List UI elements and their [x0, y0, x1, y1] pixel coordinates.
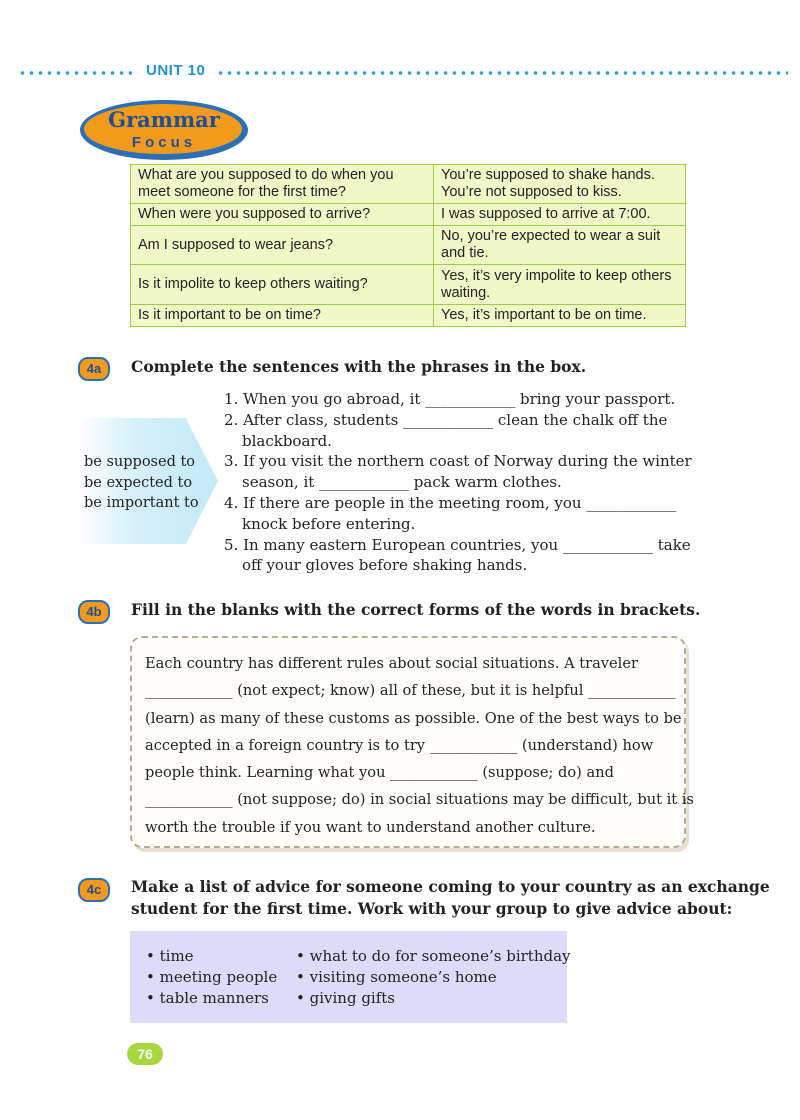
- unit-header: [18, 62, 788, 82]
- table-cell-question: Is it impolite to keep others waiting?: [131, 265, 434, 305]
- grammar-focus-subtitle: Focus: [131, 134, 197, 151]
- list-item: • table manners: [146, 988, 269, 1007]
- table-cell-question: Is it important to be on time?: [131, 305, 434, 327]
- phrase-list: [84, 452, 199, 514]
- sentence-line: 1. When you go abroad, it ____________ bring your passport.: [224, 390, 676, 408]
- list-item: • what to do for someone’s birthday: [296, 947, 571, 965]
- exercise-4a-sentences: [224, 389, 694, 576]
- passage-text: [145, 650, 694, 841]
- grammar-focus-badge: [80, 100, 248, 160]
- header-dots-right: [216, 71, 788, 75]
- exercise-4a-badge: 4a: [78, 357, 110, 381]
- exercise-4c-badge: 4c: [78, 878, 110, 902]
- passage-line: ____________ (not expect; know) all of these, but it is helpful ____________: [145, 682, 676, 700]
- advice-list-right: [296, 946, 571, 1008]
- table-cell-question: Am I supposed to wear jeans?: [131, 226, 434, 265]
- table-cell-answer: Yes, it’s important to be on time.: [434, 305, 686, 327]
- exercise-4a-instruction: Complete the sentences with the phrases in the box.: [131, 357, 587, 376]
- passage-line: ____________ (not suppose; do) in social situations may be difficult, but it is: [145, 791, 694, 809]
- passage-line: worth the trouble if you want to understand another culture.: [145, 818, 596, 836]
- passage-line: Each country has different rules about social situations. A traveler: [145, 655, 638, 672]
- sentence-line: 3. If you visit the northern coast of Norway during the winter: [224, 452, 692, 471]
- table-cell-question: When were you supposed to arrive?: [131, 204, 434, 226]
- list-item: • time: [146, 947, 194, 965]
- table-row: [131, 165, 686, 204]
- passage-line: people think. Learning what you ____________ (suppose; do) and: [145, 764, 614, 782]
- table-cell-answer: I was supposed to arrive at 7:00.: [434, 204, 686, 226]
- passage-line: (learn) as many of these customs as possible. One of the best ways to be: [145, 709, 682, 727]
- passage-line: accepted in a foreign country is to try ____________ (understand) how: [145, 736, 654, 754]
- phrase-item: be supposed to: [84, 454, 196, 470]
- sentence-line: knock before entering.: [242, 514, 416, 533]
- sentence-line: season, it ____________ pack warm clothes.: [242, 473, 562, 492]
- exercise-4c-instruction: Make a list of advice for someone coming to your country as an exchange student for the first time. Work with your group to give advice about:: [131, 877, 770, 918]
- sentence-line: 5. In many eastern European countries, you ____________ take: [224, 535, 691, 554]
- grammar-table: [130, 164, 686, 327]
- exercise-4b-instruction: Fill in the blanks with the correct forms of the words in brackets.: [131, 600, 701, 619]
- table-row: [131, 226, 686, 265]
- table-row: [131, 265, 686, 305]
- table-cell-answer: You’re supposed to shake hands. You’re not supposed to kiss.: [434, 165, 686, 204]
- sentence-line: 4. If there are people in the meeting room, you ____________: [224, 493, 677, 512]
- phrase-item: be important to: [84, 495, 199, 511]
- table-row: [131, 305, 686, 327]
- phrase-item: be expected to: [84, 474, 193, 491]
- table-row: [131, 204, 686, 226]
- list-item: • visiting someone’s home: [296, 967, 497, 986]
- list-item: • giving gifts: [296, 988, 395, 1007]
- page-number: 76: [127, 1043, 163, 1065]
- sentence-line: off your gloves before shaking hands.: [242, 556, 528, 575]
- exercise-4b-badge: 4b: [78, 600, 110, 624]
- table-cell-answer: Yes, it’s very impolite to keep others waiting.: [434, 265, 686, 305]
- list-item: • meeting people: [146, 967, 278, 986]
- table-cell-question: What are you supposed to do when you meet someone for the first time?: [131, 165, 434, 204]
- advice-list-left: [146, 946, 277, 1008]
- unit-title: UNIT 10: [146, 62, 206, 79]
- sentence-line: blackboard.: [242, 431, 332, 450]
- sentence-line: 2. After class, students ____________ clean the chalk off the: [224, 410, 668, 429]
- table-cell-answer: No, you’re expected to wear a suit and tie.: [434, 226, 686, 265]
- grammar-focus-title: Grammar: [108, 107, 220, 132]
- header-dots-left: [18, 71, 138, 75]
